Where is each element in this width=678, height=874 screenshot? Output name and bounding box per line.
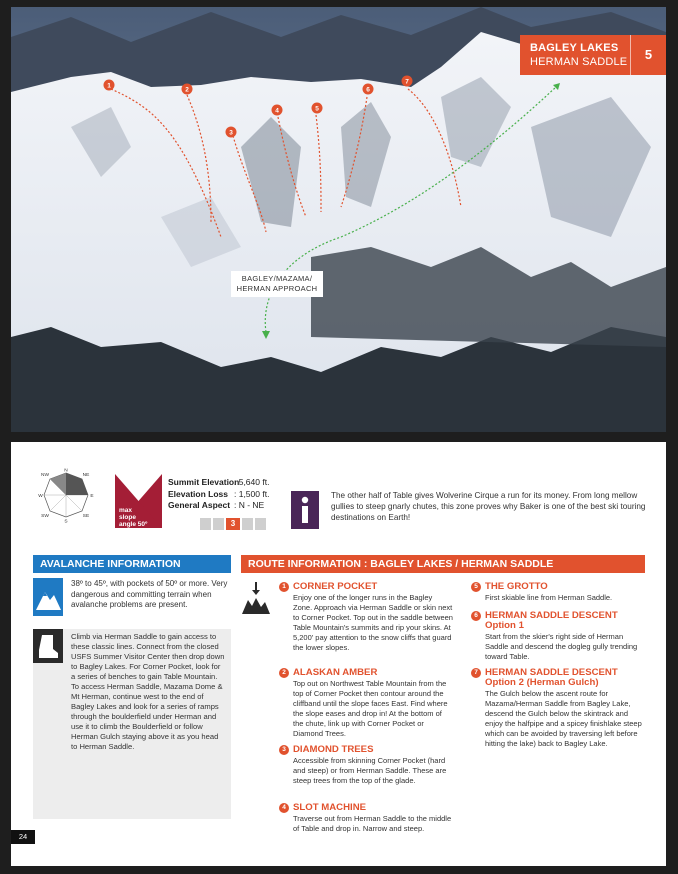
svg-text:1: 1	[107, 82, 111, 90]
stat-key: Elevation Loss	[168, 488, 228, 499]
stat-key: Summit Elevation	[168, 477, 240, 487]
route-number: 1	[279, 582, 289, 592]
compass-s: S	[64, 519, 68, 523]
route-subtitle: Option 2 (Herman Gulch)	[485, 677, 599, 688]
route-title: SLOT MACHINE	[293, 802, 367, 813]
route-marker-1	[104, 80, 115, 91]
route-title: HERMAN SADDLE DESCENT	[485, 667, 618, 678]
route-number: 7	[471, 668, 481, 678]
compass-se: SE	[82, 514, 90, 519]
route-number: 6	[471, 611, 481, 621]
stat-row	[168, 500, 269, 512]
route-header: ROUTE INFORMATION : BAGLEY LAKES / HERMAN SADDLE	[241, 555, 645, 573]
route-title: HERMAN SADDLE DESCENT	[485, 610, 618, 621]
approach-label-line2: HERMAN APPROACH	[236, 284, 318, 293]
route-subtitle: Option 1	[485, 620, 524, 631]
route-text: Traverse out from Herman Saddle to the middle of Table and drop in. Narrow and steep.	[293, 814, 452, 833]
route-number: 4	[279, 803, 289, 813]
route-marker-5	[312, 103, 323, 114]
zone-intro: The other half of Table gives Wolverine Cirque a run for its money. From long mellow gullies to steep gnarly chutes, this zone proves why Baker is one of the best ski touring destinations on Earth!	[331, 491, 646, 522]
route-text: Top out on Northwest Table Mountain from the top of Corner Pocket then contour around the cliffband until the slope faces East. Find where the slope eases and drop in! At the bottom of the chute, link up with Corner Pocket or Diamond Trees.	[293, 679, 448, 738]
stat-value: : N - NE	[234, 500, 265, 510]
stat-value: : 1,500 ft.	[234, 488, 270, 499]
route-title: DIAMOND TREES	[293, 744, 374, 755]
compass-ne: NE	[82, 473, 90, 478]
stat-row	[168, 477, 269, 489]
stat-value: : 5,640 ft.	[234, 477, 270, 487]
info-glyph	[291, 491, 319, 529]
compass-w: W	[38, 494, 43, 499]
aspect-compass-icon	[38, 467, 94, 523]
info-icon	[291, 491, 319, 529]
zone-subtitle: HERMAN SADDLE	[530, 56, 628, 68]
route-number: 3	[279, 745, 289, 755]
avalanche-header: AVALANCHE INFORMATION	[33, 555, 231, 573]
svg-text:7: 7	[405, 78, 409, 86]
avalanche-text: 38º to 45º, with pockets of 50º or more. Very dangerous and committing terrain when avalanche problems are present.	[71, 579, 228, 609]
approach-box	[33, 629, 231, 819]
svg-text:6: 6	[366, 86, 370, 94]
avalanche-mountain-icon	[33, 578, 63, 616]
stat-row	[168, 489, 269, 501]
mountain-icon	[33, 578, 63, 616]
difficulty-step	[200, 518, 211, 530]
descent-icon	[241, 580, 271, 616]
compass-sw: SW	[41, 514, 49, 519]
difficulty-level: 3	[226, 518, 240, 530]
svg-text:5: 5	[315, 105, 319, 113]
route-marker-6	[363, 84, 374, 95]
approach-label	[231, 271, 323, 297]
route-title: THE GROTTO	[485, 581, 548, 592]
difficulty-step	[242, 518, 253, 530]
slope-label	[119, 507, 147, 528]
slope-label-line2: slope	[119, 514, 136, 521]
compass-e: E	[90, 494, 94, 499]
info-page	[11, 442, 666, 866]
boot-icon	[33, 629, 63, 663]
route-marker-4	[272, 105, 283, 116]
approach-label-line1: BAGLEY/MAZAMA/	[241, 274, 313, 283]
route-text: First skiable line from Herman Saddle.	[485, 593, 613, 602]
zone-stats	[168, 477, 269, 512]
ski-boot-icon	[33, 629, 63, 663]
route-text: Accessible from skinning Corner Pocket (hard and steep) or from Herman Saddle. These are steep trees from the top of the glade.	[293, 756, 447, 785]
svg-text:3: 3	[229, 129, 233, 137]
zone-tab	[520, 35, 666, 75]
difficulty-step	[213, 518, 224, 530]
route-number: 5	[471, 582, 481, 592]
zone-title: BAGLEY LAKES	[530, 42, 619, 54]
route-marker-3	[226, 127, 237, 138]
compass-nw: NW	[41, 473, 49, 478]
route-title: CORNER POCKET	[293, 581, 378, 592]
slope-label-line3: angle 50º	[119, 521, 148, 528]
slope-label-line1: max	[119, 507, 133, 514]
svg-text:2: 2	[185, 86, 189, 94]
route-text: Start from the skier's right side of Herman Saddle and descend the dogleg gully trending toward Table.	[485, 632, 638, 661]
slope-angle-badge	[115, 474, 162, 528]
compass-n: N	[64, 468, 68, 474]
difficulty-scale	[200, 518, 266, 530]
route-text: Enjoy one of the longer runs in the Bagley Zone. Approach via Herman Saddle or skin next to Corner Pocket. Top out in the saddle between Table Mountain's summits and rip your skins. At 5,200' pay attention to the snow cliffs that guard the lower slopes.	[293, 593, 453, 652]
route-marker-2	[182, 84, 193, 95]
approach-text: Climb via Herman Saddle to gain access to these classic lines. Connect from the closed USFS Summer Visitor Center then drop down to Bagley Lakes. For Corner Pocket, look for a series of benches to gain Table Mountain. To access Herman Saddle, Mazama Dome & Mt Herman, continue west to the end of Bagley Lakes and look for a series of ramps through the boulderfield under Herman and use it to climb the Boulderfield or follow Herman Gulch staying above it as you head to Herman Saddle.	[71, 632, 225, 751]
zone-number: 5	[630, 35, 666, 75]
mountain-photo-page	[11, 7, 666, 432]
difficulty-step	[255, 518, 266, 530]
route-text: The Gulch below the ascent route for Mazama/Herman Saddle from Bagley Lake, descend the Gulch below the skintrack and enjoy the halfpipe and a spicey finishlake steep which can be avoided by traversing left before hitting the lake) back to Bagley Lake.	[485, 689, 642, 748]
page-number: 24	[11, 830, 35, 844]
svg-text:4: 4	[275, 107, 279, 115]
route-marker-7	[402, 76, 413, 87]
route-title: ALASKAN AMBER	[293, 667, 378, 678]
stat-key: General Aspect	[168, 500, 231, 510]
route-number: 2	[279, 668, 289, 678]
